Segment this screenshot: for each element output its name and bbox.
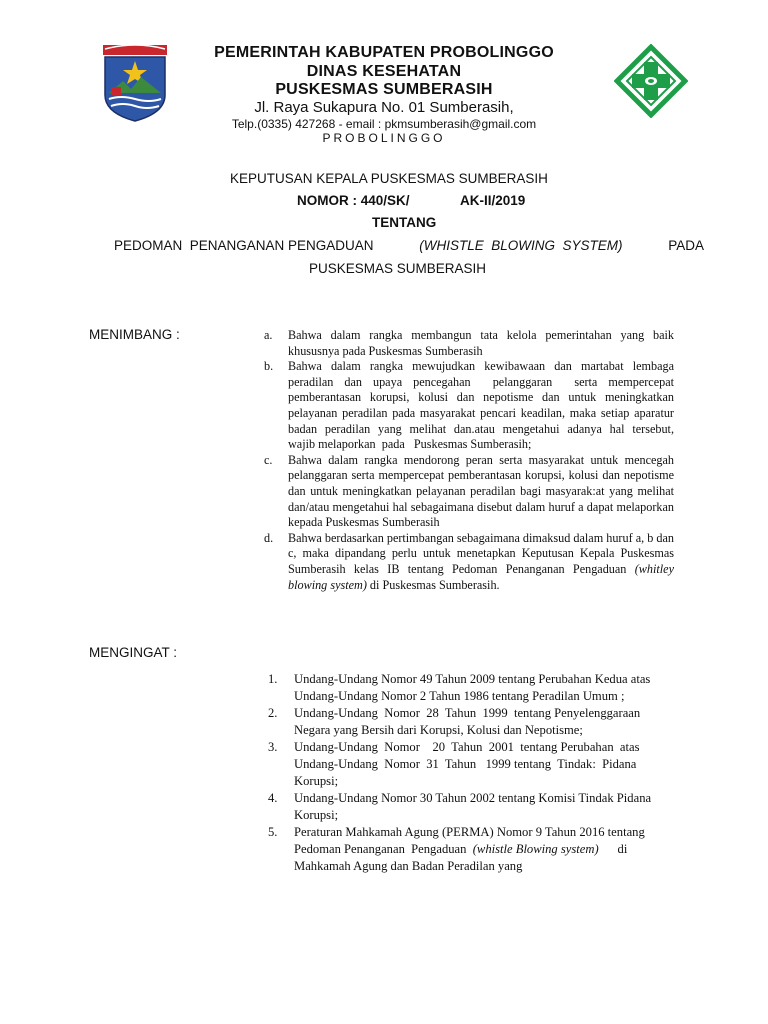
- list-item-text: Bahwa dalam rangka mewujudkan kewibawaan dan martabat lembaga peradilan dan upaya pencegahan pelanggaran serta mempercepat pemberantasan korupsi, kolusi dan nepotisme dan untuk meningkatkan pelayanan peradilan pada masyarakat pencari keadilan, maka setiap aparatur badan peradilan yang melihat dan.atau mengetahui adanya hal tersebut, wajib melaporkan pada Puskesmas Sumberasih;: [288, 359, 687, 452]
- decree-subject: [114, 238, 704, 253]
- decree-subject-end: PADA: [668, 238, 704, 253]
- mengingat-list: [268, 671, 678, 875]
- list-item-text: Peraturan Mahkamah Agung (PERMA) Nomor 9 Tahun 2016 tentang Pedoman Penanganan Pengaduan: [294, 825, 648, 856]
- list-item-text: Undang-Undang Nomor 30 Tahun 2002 tentang Komisi Tindak Pidana Korupsi;: [294, 791, 652, 822]
- decree-subject-italic: (WHISTLE BLOWING SYSTEM): [419, 238, 623, 253]
- list-marker: d.: [264, 530, 274, 545]
- list-item-text: Undang-Undang Nomor 49 Tahun 2009 tentang Perubahan Kedua atas Undang-Undang Nomor 2 Tahun 1986 tentang Peradilan Umum ;: [294, 672, 651, 703]
- decree-subject-part: PEDOMAN PENANGANAN PENGADUAN: [114, 238, 374, 253]
- menimbang-list: [264, 328, 687, 593]
- list-marker: c.: [264, 452, 273, 467]
- list-item-text: Undang-Undang Nomor 28 Tahun 1999 tentang Penyelenggaraan Negara yang Bersih dari Korupsi, Kolusi dan Nepotisme;: [294, 706, 644, 737]
- list-marker: 1.: [268, 672, 278, 686]
- decree-number-code: AK-II/2019: [460, 193, 526, 208]
- menimbang-label: MENIMBANG :: [89, 327, 180, 342]
- decree-number: NOMOR : 440/SK/: [297, 193, 410, 208]
- list-item: [264, 359, 687, 453]
- list-item: [268, 824, 678, 875]
- list-item: [264, 328, 674, 359]
- list-item-text-end: di Puskesmas Sumberasih.: [366, 577, 500, 592]
- list-item: [268, 671, 678, 705]
- list-item-text-end: di Mahkamah Agung dan Badan Peradilan yang: [294, 842, 631, 873]
- list-marker: a.: [264, 328, 273, 342]
- list-marker: 3.: [268, 740, 278, 754]
- list-item-text: Bahwa dalam rangka mendorong peran serta masyarakat untuk mencegah pelanggaran serta mempercepat pemberantasan korupsi, kolusi dan nepotisme dan untuk meningkatkan pelayanan peradilan bagi masyarak:at yang melihat dan/atau mengetahui hal sebagaimana disebut dalam huruf a dapat melaporkan kepada Puskesmas Sumberasih: [288, 452, 674, 530]
- letterhead-city: PROBOLINGGO: [322, 131, 446, 145]
- list-marker: 2.: [268, 706, 278, 720]
- decree-title: KEPUTUSAN KEPALA PUSKESMAS SUMBERASIH: [230, 171, 548, 186]
- letterhead-government: PEMERINTAH KABUPATEN PROBOLINGGO: [214, 44, 554, 61]
- list-item-text: Undang-Undang Nomor 20 Tahun 2001 tentang Perubahan atas Undang-Undang Nomor 31 Tahun 1999 tentang Tindak: Pidana Korupsi;: [294, 740, 643, 788]
- letterhead-department: DINAS KESEHATAN: [306, 63, 462, 80]
- letterhead-address: Jl. Raya Sukapura No. 01 Sumberasih,: [254, 99, 514, 116]
- decree-subject-line2: PUSKESMAS SUMBERASIH: [309, 261, 487, 276]
- list-item: [264, 531, 674, 593]
- list-item-text: Bahwa dalam rangka membangun tata kelola pemerintahan yang baik khususnya pada Puskesmas Sumberasih: [288, 328, 674, 358]
- list-item-italic: (whistle Blowing system): [472, 842, 599, 856]
- letterhead-institution: PUSKESMAS SUMBERASIH: [275, 81, 493, 98]
- mengingat-label: MENGINGAT :: [89, 645, 178, 660]
- list-item: [264, 453, 674, 531]
- list-marker: b.: [264, 359, 274, 374]
- list-item: [268, 790, 678, 824]
- letterhead-contact: Telp.(0335) 427268 - email : pkmsumberasih@gmail.com: [231, 117, 537, 131]
- list-item: [268, 739, 678, 790]
- list-item: [268, 705, 678, 739]
- decree-tentang: TENTANG: [372, 215, 437, 230]
- list-item-italic: (whitley blowing system): [288, 561, 674, 592]
- list-marker: 4.: [268, 791, 278, 805]
- list-marker: 5.: [268, 825, 278, 839]
- list-item-text: Bahwa berdasarkan pertimbangan sebagaimana dimaksud dalam huruf a, b dan c, maka dipandang perlu untuk menetapkan Keputusan Kepala Puskesmas Sumberasih kelas IB tentang Pedoman Penanganan Pengaduan: [288, 530, 674, 576]
